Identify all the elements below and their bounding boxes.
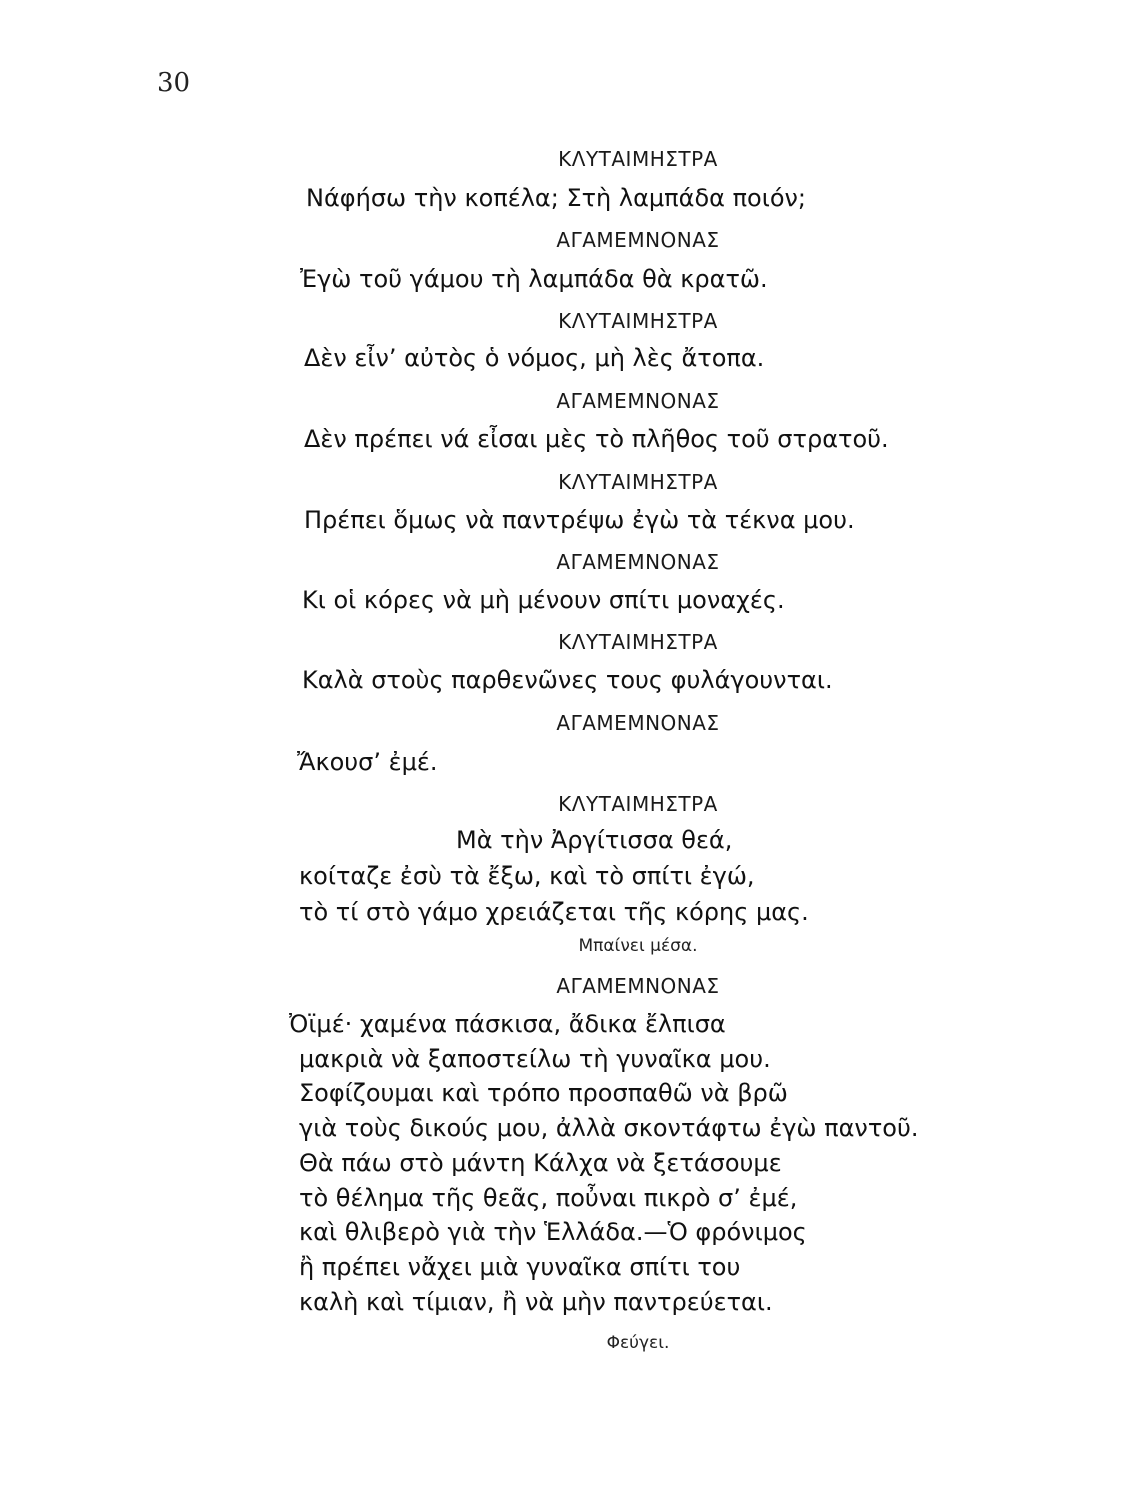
verse-line: Πρέπει ὅμως νὰ παντρέψω ἐγὼ τὰ τέκνα μου. bbox=[304, 506, 855, 534]
verse-line: Μὰ τὴν Ἀργίτισσα θεά, bbox=[456, 826, 733, 854]
verse-line: καλὴ καὶ τίμιαν, ἢ νὰ μὴν παντρεύεται. bbox=[299, 1288, 773, 1316]
verse-line: ἢ πρέπει νἄχει μιὰ γυναῖκα σπίτι του bbox=[299, 1253, 741, 1281]
verse-line: γιὰ τοὺς δικούς μου, ἀλλὰ σκοντάφτω ἐγὼ παντοῦ. bbox=[299, 1114, 919, 1142]
verse-line: καὶ θλιβερὸ γιὰ τὴν Ἑλλάδα.—Ὁ φρόνιμος bbox=[299, 1218, 807, 1246]
speaker-klytaimnestra: ΚΛΥΤΑΙΜΗΣΤΡΑ bbox=[558, 309, 718, 333]
speaker-agamemnon: ΑΓΑΜΕΜΝΟΝΑΣ bbox=[556, 389, 720, 413]
verse-line: Νάφήσω τὴν κοπέλα; Στὴ λαμπάδα ποιόν; bbox=[306, 184, 807, 212]
speaker-agamemnon: ΑΓΑΜΕΜΝΟΝΑΣ bbox=[556, 228, 720, 252]
verse-line: τὸ θέλημα τῆς θεᾶς, ποὖναι πικρὸ σ’ ἐμέ, bbox=[299, 1184, 798, 1212]
verse-line: Ἄκουσ’ ἐμέ. bbox=[297, 748, 438, 776]
verse-line: Δὲν εἶν’ αὐτὸς ὁ νόμος, μὴ λὲς ἄτοπα. bbox=[304, 344, 765, 372]
verse-line: Δὲν πρέπει νά εἶσαι μὲς τὸ πλῆθος τοῦ στρατοῦ. bbox=[304, 425, 889, 453]
speaker-klytaimnestra: ΚΛΥΤΑΙΜΗΣΤΡΑ bbox=[558, 630, 718, 654]
speaker-agamemnon: ΑΓΑΜΕΜΝΟΝΑΣ bbox=[556, 711, 720, 735]
verse-line: μακριὰ νὰ ξαποστείλω τὴ γυναῖκα μου. bbox=[299, 1045, 771, 1073]
stage-direction: Φεύγει. bbox=[606, 1333, 670, 1353]
verse-line: Καλὰ στοὺς παρθενῶνες τους φυλάγουνται. bbox=[302, 666, 833, 694]
verse-line: Ἐγὼ τοῦ γάμου τὴ λαμπάδα θὰ κρατῶ. bbox=[300, 265, 768, 293]
verse-line: Σοφίζουμαι καὶ τρόπο προσπαθῶ νὰ βρῶ bbox=[299, 1079, 788, 1107]
speaker-klytaimnestra: ΚΛΥΤΑΙΜΗΣΤΡΑ bbox=[558, 792, 718, 816]
verse-line: Ὀϊμέ· χαμένα πάσκισα, ἄδικα ἔλπισα bbox=[289, 1010, 726, 1038]
speaker-agamemnon: ΑΓΑΜΕΜΝΟΝΑΣ bbox=[556, 550, 720, 574]
speaker-klytaimnestra: ΚΛΥΤΑΙΜΗΣΤΡΑ bbox=[558, 470, 718, 494]
verse-line: Θὰ πάω στὸ μάντη Κάλχα νὰ ξετάσουμε bbox=[299, 1149, 782, 1177]
verse-line: κοίταζε ἐσὺ τὰ ἔξω, καὶ τὸ σπίτι ἐγώ, bbox=[299, 862, 755, 890]
speaker-agamemnon: ΑΓΑΜΕΜΝΟΝΑΣ bbox=[556, 974, 720, 998]
page-number: 30 bbox=[157, 68, 191, 98]
verse-line: τὸ τί στὸ γάμο χρειάζεται τῆς κόρης μας. bbox=[299, 898, 809, 926]
verse-line: Κι οἱ κόρες νὰ μὴ μένουν σπίτι μοναχές. bbox=[302, 586, 785, 614]
speaker-klytaimnestra: ΚΛΥΤΑΙΜΗΣΤΡΑ bbox=[558, 147, 718, 171]
stage-direction: Μπαίνει μέσα. bbox=[578, 936, 698, 956]
